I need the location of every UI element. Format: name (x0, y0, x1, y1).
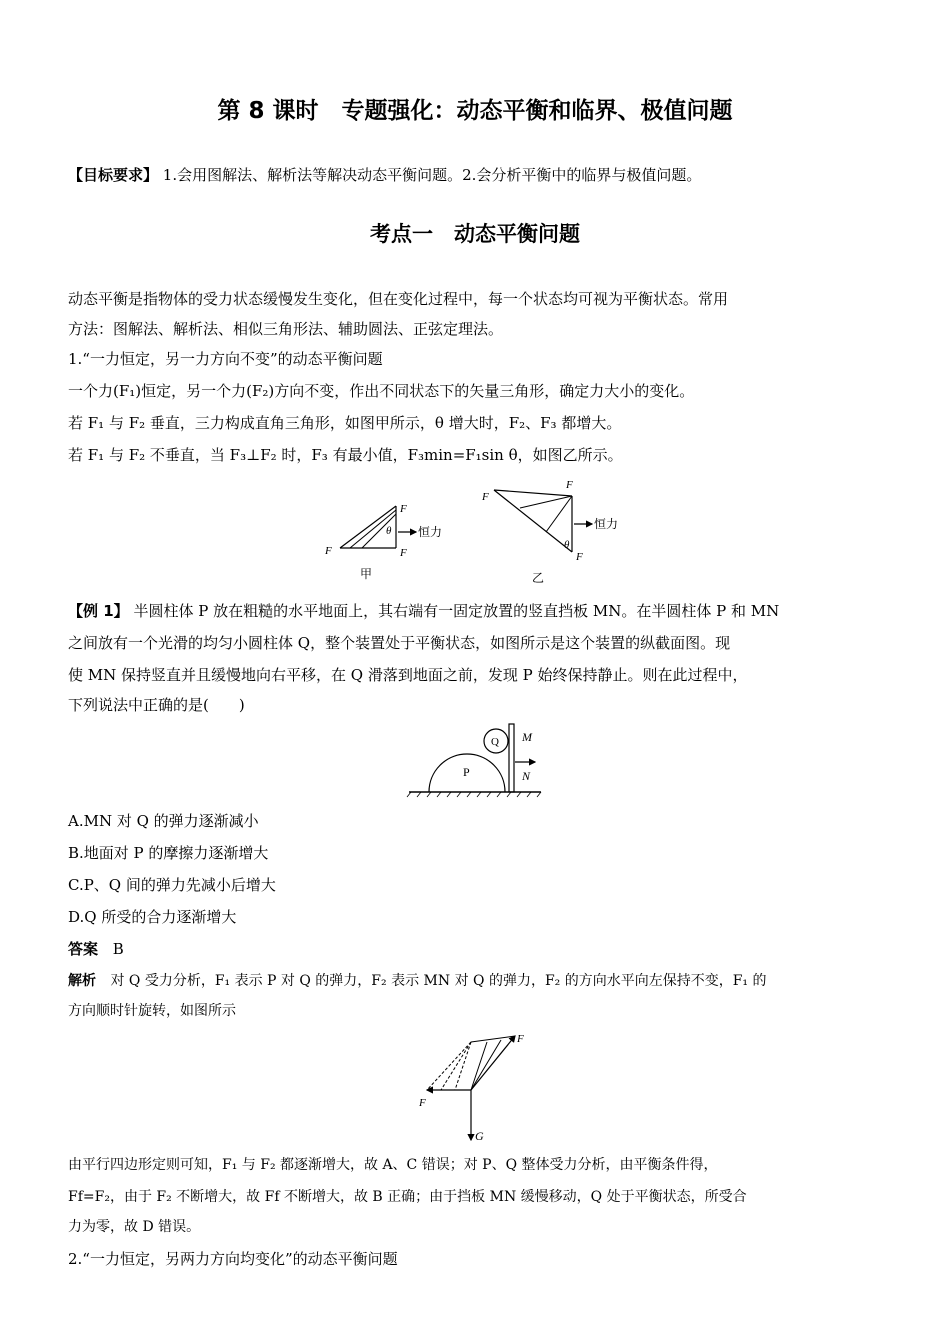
label-n: N (522, 769, 531, 783)
analysis-text-1: 对 Q 受力分析，F₁ 表示 P 对 Q 的弹力，F₂ 表示 MN 对 Q 的弹力，F₂ 的方向水平向左保持不变，F₁ 的 (110, 973, 767, 989)
case1-line-2: 若 F₁ 与 F₂ 垂直，三力构成直角三角形，如图甲所示，θ 增大时，F₂、F₃ 都增大。 (68, 414, 622, 432)
dashed-2 (441, 1042, 471, 1090)
example1-line-2: 之间放有一个光滑的均匀小圆柱体 Q，整个装置处于平衡状态，如图所示是这个装置的纵截面图。现 (68, 634, 731, 652)
label-theta: θ (564, 539, 570, 551)
label-heng-li: 恒力 (418, 525, 443, 539)
objectives-text: 1.会用图解法、解析法等解决动态平衡问题。2.会分析平衡中的临界与极值问题。 (162, 166, 702, 184)
label-f2: F (419, 1097, 426, 1109)
label-f1: F (400, 547, 407, 559)
section-heading: 考点一 动态平衡问题 (370, 222, 580, 246)
caption-jia: 甲 (360, 567, 373, 581)
option-c: C.P、Q 间的弹力先减小后增大 (68, 876, 276, 894)
label-f1: F (517, 1033, 524, 1045)
example1-text-1: 半圆柱体 P 放在粗糙的水平地面上，其右端有一固定放置的竖直挡板 MN。在半圆柱体 P 和 MN (133, 602, 780, 620)
label-theta: θ (386, 525, 392, 537)
intro-line-2: 方法：图解法、解析法、相似三角形法、辅助圆法、正弦定理法。 (68, 320, 504, 338)
label-f1: F (576, 551, 583, 563)
f3-line (494, 490, 572, 496)
f1-alt-2 (471, 1042, 487, 1090)
dashed-1 (427, 1042, 471, 1090)
dashed-3 (455, 1042, 471, 1090)
f2-line (494, 490, 572, 552)
case2-heading: 2.“一力恒定，另两力方向均变化”的动态平衡问题 (68, 1250, 398, 1268)
label-f3: F (566, 479, 573, 491)
case1-line-3: 若 F₁ 与 F₂ 不垂直，当 F₃⊥F₂ 时，F₃ 有最小值，F₃min=F₁sin θ，如图乙所示。 (68, 446, 623, 464)
example1-line-3: 使 MN 保持竖直并且缓慢地向右平移，在 Q 滑落到地面之前，发现 P 始终保持静止。则在此过程中， (68, 666, 748, 684)
f1-alt-1 (471, 1040, 501, 1090)
case1-heading: 1.“一力恒定，另一力方向不变”的动态平衡问题 (68, 350, 383, 368)
example1-line-1 (68, 596, 888, 626)
analysis-line-1 (68, 966, 888, 996)
figure-yi (480, 478, 630, 586)
page-title: 第 8 课时 专题强化：动态平衡和临界、极值问题 (217, 98, 733, 124)
answer-value: B (112, 940, 124, 958)
analysis-line-4: Ff=F₂，由于 F₂ 不断增大，故 Ff 不断增大，故 B 正确；由于挡板 MN 缓慢移动，Q 处于平衡状态，所受合 (68, 1189, 747, 1205)
objectives-label: 【目标要求】 (68, 166, 159, 184)
example1-label: 【例 1】 (68, 602, 129, 620)
label-q: Q (491, 736, 499, 748)
f1-arrow (471, 1036, 515, 1090)
label-g: G (475, 1129, 484, 1143)
analysis-line-5: 力为零，故 D 错误。 (68, 1219, 201, 1235)
caption-yi: 乙 (532, 571, 545, 585)
example1-line-4: 下列说法中正确的是( ) (68, 696, 245, 714)
option-a: A.MN 对 Q 的弹力逐渐减小 (68, 812, 259, 830)
label-p: P (463, 765, 470, 779)
label-f2: F (325, 545, 332, 557)
figure-force-analysis (415, 1028, 545, 1146)
analysis-label: 解析 (68, 973, 96, 989)
option-d: D.Q 所受的合力逐渐增大 (68, 908, 237, 926)
case1-line-1: 一个力(F₁)恒定，另一个力(F₂)方向不变，作出不同状态下的矢量三角形，确定力大小的变化。 (68, 382, 695, 400)
learning-objectives (68, 164, 888, 185)
answer-line (68, 934, 888, 964)
board-mn (509, 724, 514, 792)
answer-label: 答案 (68, 940, 99, 958)
label-heng-li: 恒力 (594, 517, 619, 531)
analysis-line-2: 方向顺时针旋转，如图所示 (68, 1003, 236, 1019)
label-m: M (522, 730, 532, 744)
figure-semicylinder (405, 720, 555, 798)
top-edge (471, 1036, 515, 1042)
analysis-line-3: 由平行四边形定则可知，F₁ 与 F₂ 都逐渐增大，故 A、C 错误；对 P、Q 整体受力分析，由平衡条件得， (68, 1157, 718, 1173)
figure-jia (320, 496, 460, 586)
label-f2: F (482, 491, 489, 503)
intro-line-1: 动态平衡是指物体的受力状态缓慢发生变化，但在变化过程中，每一个状态均可视为平衡状态。常用 (68, 290, 729, 308)
label-f3: F (400, 503, 407, 515)
option-b: B.地面对 P 的摩擦力逐渐增大 (68, 844, 269, 862)
